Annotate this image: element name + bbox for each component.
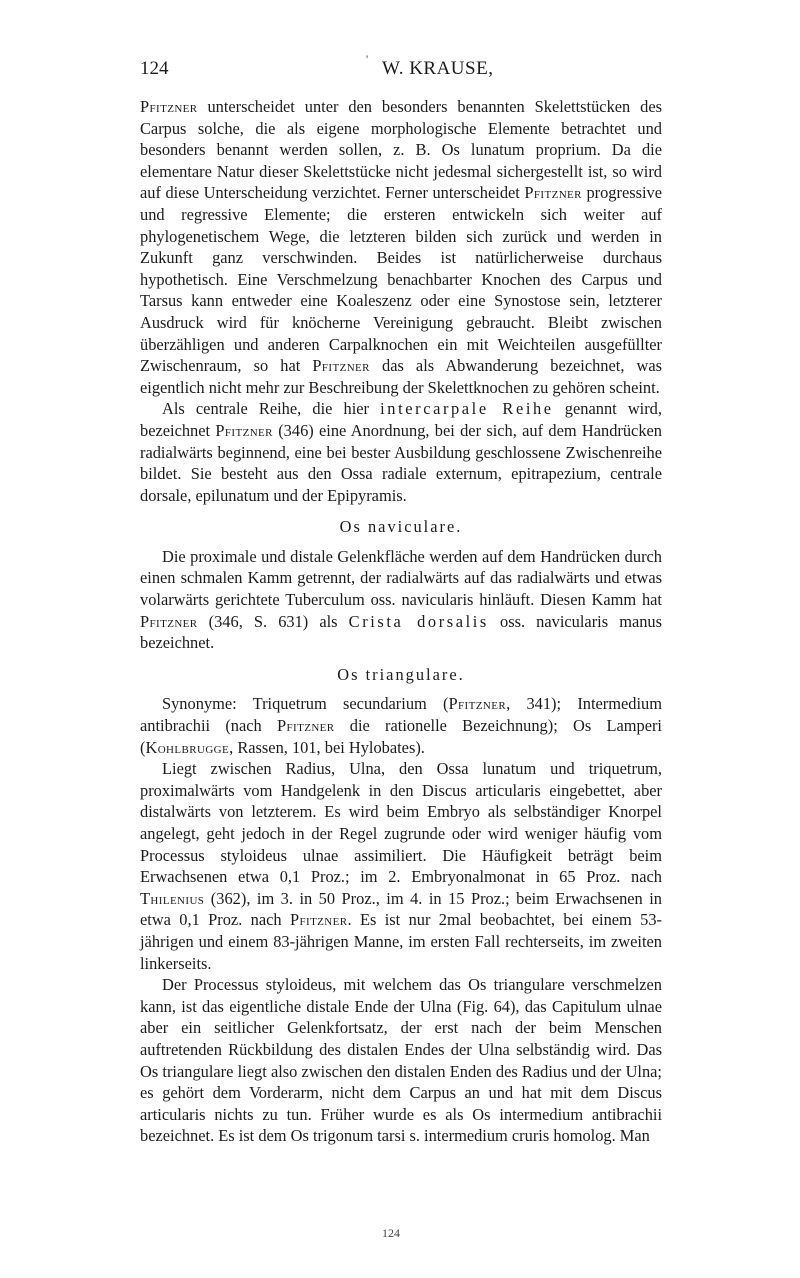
section-heading-naviculare: Os naviculare. [339,517,463,537]
author-name: Pfitzner [140,97,198,116]
spaced-term: intercarpale Reihe [380,399,554,419]
text-run: Der Processus styloideus, mit welchem das Os triangulare verschmelzen kann, ist das eigentliche distale Ende der Ulna (Fig. 64), das Capitulum ulnae aber ein seitlicher Gelenkfortsatz, der erst nach der beim Menschen auftretenden Rückbildung des distalen Endes der Ulna selbständig wird. Das Os triangulare liegt also zwischen den distalen Enden des Radius und der Ulna; es gehört dem Vorderarm, nicht dem Carpus an und hat mit dem Discus articularis nichts zu tun. Früher wurde es als Os intermedium antibrachii bezeichnet. Es ist dem Os trigonum tarsi s. intermedium cruris homolog. Man [140,975,662,1146]
text-run: (346, S. 631) als [197,611,349,631]
section-heading-triangulare: Os triangulare. [337,664,465,684]
text-run: (362), im 3. in 50 Proz., im 4. in 15 Proz.; beim Erwachsenen in etwa 0,1 Proz. nach [140,888,662,930]
author-name: Pfitzner [276,716,335,736]
author-name: Pfitzner [289,910,348,930]
text-run: das als Abwanderung bezeichnet, was eigentlich nicht mehr zur Beschreibung der Skelettknochen zu gehören scheint. [140,356,662,397]
running-head: W. KRAUSE, [382,58,494,79]
text-run: unterscheidet unter den besonders benannten Skelettstücken des Carpus solche, die als eigene morphologische Elemente betrachtet und besonders benannt werden sollen, z. B. Os lunatum proprium. Da die elementare Natur dieser Skelettstücke nicht jedesmal sichergestellt ist, so wird auf diese Unterscheidung verzichtet. Ferner unterscheidet [140,97,662,203]
author-name: Pfitzner [448,694,507,714]
body-text [140,96,662,1147]
author-name: Pfitzner [312,356,370,376]
paragraph-4 [140,693,662,758]
text-run: Die proximale und distale Gelenkfläche werden auf dem Handrücken durch einen schmalen Kamm getrennt, der radialwärts auf das radialwärts und etwas volarwärts gerichtete Tuberculum oss. navicularis hinläuft. Diesen Kamm hat [140,546,662,610]
text-run: oss. navicularis manus bezeichnet. [140,611,662,653]
author-name: Thilenius [140,888,205,908]
spaced-term: Crista dorsalis [348,611,489,631]
text-run: progressive und regressive Elemente; die ersteren entwickeln sich weiter auf phylogenetischem Wege, die letzteren bilden sich zurück und werden in Zukunft ganz verschwinden. Beides ist natürlicherweise durchaus hypothetisch. Eine Verschmelzung benachbarter Knochen des Carpus und Tarsus kann entweder eine Koaleszenz oder eine Synostose sein, letzterer Ausdruck wird für knöcherne Vereinigung gebraucht. Bleibt zwischen überzähligen und anderen Carpalknochen ein mit Weichteilen ausgefüllter Zwischenraum, so hat [140,183,662,376]
text-run: genannt wird, bezeichnet [140,399,662,440]
text-run: die rationelle Bezeichnung); Os Lamperi ( [140,716,662,757]
page-number: 124 [140,58,169,79]
paragraph-2 [140,398,662,506]
text-run: (346) eine Anordnung, bei der sich, auf dem Handrücken radialwärts beginnend, eine bei bester Ausbildung geschlossene Zwischenreihe bildet. Sie besteht aus den Ossa radiale externum, epitrapezium, centrale dorsale, epilunatum und der Epipyramis. [140,420,662,505]
footer-folio: 124 [382,1226,400,1240]
page-header [140,52,660,86]
text-run: , 341); Intermedium antibrachii (nach [140,694,662,736]
text-run: . Es ist nur 2mal beobachtet, bei einem 53-jährigen und einem 83-jährigen Manne, im ersten Fall rechterseits, im zweiten linkerseits. [140,910,663,973]
paragraph-6 [140,974,662,1147]
text-run: , Rassen, 101, bei Hylobates). [229,737,425,757]
text-run: Liegt zwischen Radius, Ulna, den Ossa lunatum und triquetrum, proximalwärts vom Handgelenk in den Discus articularis eingebettet, aber distalwärts von letzterem. Es wird beim Embryo als selbständiger Knorpel angelegt, geht jedoch in der Regel zugrunde oder wird weniger häufig vom Processus styloideus ulnae assimiliert. Die Häufigkeit beträgt beim Erwachsenen etwa 0,1 Proz.; im 2. Embryonalmonat in 65 Proz. nach [140,759,662,887]
text-run: Synonyme: Triquetrum secundarium ( [162,694,449,714]
paragraph-3 [140,546,662,654]
paragraph-1 [140,96,662,398]
author-name: Kohlbrugge [145,737,230,757]
author-name: Pfitzner [140,611,198,631]
author-name: Pfitzner [215,420,273,440]
author-name: Pfitzner [524,183,582,203]
paragraph-5 [140,758,662,974]
stray-mark: ' [366,52,369,66]
text-run: Als centrale Reihe, die hier [162,399,381,419]
